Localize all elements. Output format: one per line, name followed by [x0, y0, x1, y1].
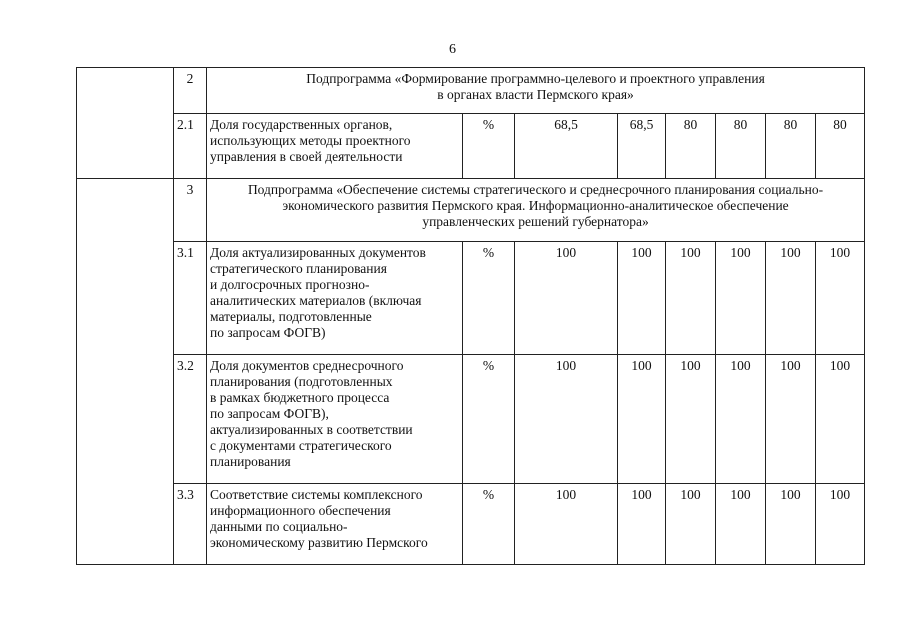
value-cell: 80 — [666, 114, 716, 179]
row-number: 3.2 — [174, 355, 207, 484]
value-cell: 100 — [618, 242, 666, 355]
blank-left-cell — [77, 179, 174, 565]
indicator-name-line: по запросам ФОГВ), — [210, 406, 329, 421]
value-cell: 100 — [816, 242, 865, 355]
value-cell: 68,5 — [618, 114, 666, 179]
blank-left-cell — [77, 68, 174, 179]
table-row — [77, 242, 865, 355]
value-cell: 68,5 — [515, 114, 618, 179]
value-cell: 100 — [766, 242, 816, 355]
unit-cell: % — [463, 114, 515, 179]
value-cell: 100 — [666, 355, 716, 484]
indicator-name-line: управления в своей деятельности — [210, 149, 403, 164]
section-title-line: Подпрограмма «Формирование программно-целевого и проектного управления — [306, 71, 765, 86]
table-row — [77, 114, 865, 179]
indicator-name-line: экономическому развитию Пермского — [210, 535, 428, 550]
section-row — [77, 68, 865, 114]
value-cell: 100 — [766, 355, 816, 484]
value-cell: 100 — [515, 355, 618, 484]
indicator-name-line: Доля актуализированных документов — [210, 245, 426, 260]
indicator-name — [207, 242, 463, 355]
value-cell: 100 — [666, 484, 716, 565]
row-number: 2.1 — [174, 114, 207, 179]
indicator-name-line: планирования — [210, 454, 291, 469]
indicator-name-line: информационного обеспечения — [210, 503, 391, 518]
indicator-name-line: Доля государственных органов, — [210, 117, 393, 132]
section-title-line: в органах власти Пермского края» — [437, 87, 634, 102]
value-cell: 100 — [666, 242, 716, 355]
indicator-name-line: Доля документов среднесрочного — [210, 358, 404, 373]
value-cell: 100 — [816, 484, 865, 565]
table-row — [77, 355, 865, 484]
indicator-name-line: планирования (подготовленных — [210, 374, 393, 389]
indicators-table — [76, 67, 865, 565]
unit-cell: % — [463, 484, 515, 565]
value-cell: 100 — [515, 484, 618, 565]
row-number: 3.1 — [174, 242, 207, 355]
value-cell: 80 — [766, 114, 816, 179]
section-title-line: экономического развития Пермского края. Информационно-аналитическое обеспечение — [282, 198, 789, 213]
indicator-name-line: в рамках бюджетного процесса — [210, 390, 390, 405]
indicator-name-line: Соответствие системы комплексного — [210, 487, 423, 502]
indicator-name-line: материалы, подготовленные — [210, 309, 372, 324]
indicator-name-line: данными по социально- — [210, 519, 348, 534]
value-cell: 100 — [618, 355, 666, 484]
unit-cell: % — [463, 242, 515, 355]
indicator-name — [207, 355, 463, 484]
table-row — [77, 484, 865, 565]
value-cell: 100 — [716, 355, 766, 484]
section-title-line: управленческих решений губернатора» — [422, 214, 649, 229]
indicator-name-line: использующих методы проектного — [210, 133, 411, 148]
value-cell: 100 — [766, 484, 816, 565]
section-title-line: Подпрограмма «Обеспечение системы стратегического и среднесрочного планирования социально- — [247, 182, 824, 197]
indicator-name — [207, 484, 463, 565]
value-cell: 100 — [716, 242, 766, 355]
section-number: 2 — [174, 68, 207, 114]
section-title — [207, 68, 865, 114]
row-number: 3.3 — [174, 484, 207, 565]
indicator-name-line: по запросам ФОГВ) — [210, 325, 326, 340]
section-number: 3 — [174, 179, 207, 242]
value-cell: 80 — [816, 114, 865, 179]
value-cell: 80 — [716, 114, 766, 179]
page-number: 6 — [449, 42, 456, 57]
value-cell: 100 — [515, 242, 618, 355]
unit-cell: % — [463, 355, 515, 484]
section-row — [77, 179, 865, 242]
section-title — [207, 179, 865, 242]
indicator-name-line: и долгосрочных прогнозно- — [210, 277, 370, 292]
indicator-name-line: аналитических материалов (включая — [210, 293, 422, 308]
value-cell: 100 — [816, 355, 865, 484]
indicator-name-line: стратегического планирования — [210, 261, 387, 276]
indicator-name-line: актуализированных в соответствии — [210, 422, 413, 437]
value-cell: 100 — [716, 484, 766, 565]
indicator-name-line: с документами стратегического — [210, 438, 392, 453]
value-cell: 100 — [618, 484, 666, 565]
indicator-name — [207, 114, 463, 179]
